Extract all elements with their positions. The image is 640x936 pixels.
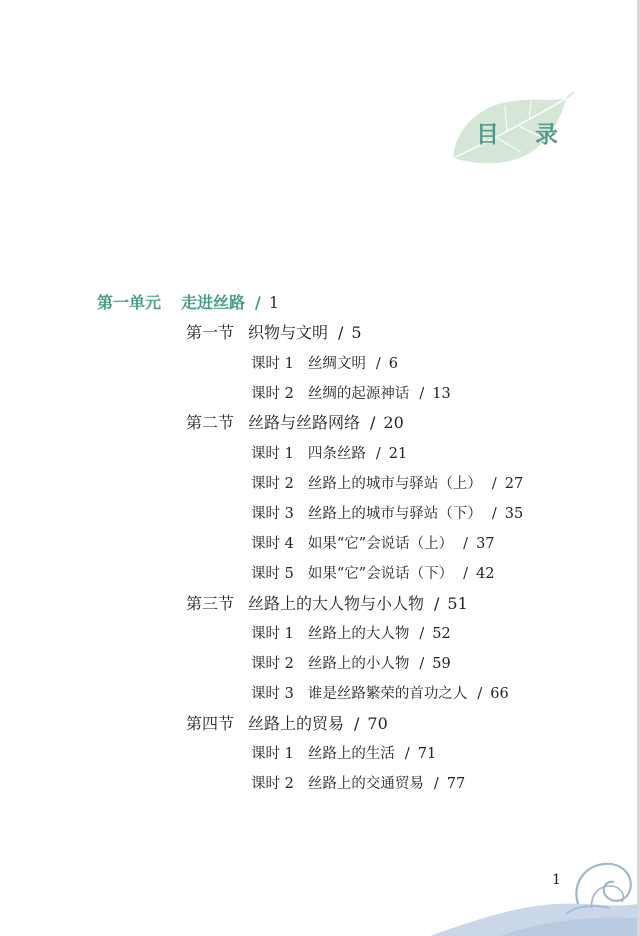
- section-title: 丝路上的贸易: [248, 714, 345, 733]
- separator: /: [375, 356, 381, 372]
- page-ref: 52: [432, 626, 451, 642]
- page-ref: 6: [388, 356, 398, 372]
- separator: /: [434, 594, 440, 613]
- separator: /: [255, 293, 261, 312]
- lesson-title: 丝路上的城市与驿站（下）: [307, 506, 482, 522]
- page-number: 1: [552, 872, 561, 888]
- separator: /: [370, 413, 376, 432]
- page-ref: 35: [504, 506, 524, 522]
- lesson-label: 课时 2: [251, 386, 294, 402]
- lesson-title: 丝绸文明: [307, 356, 366, 372]
- lesson-title: 丝路上的城市与驿站（上）: [307, 476, 482, 492]
- unit-label: 第一单元: [97, 293, 162, 312]
- section-label: 第三节: [186, 594, 235, 613]
- page-ref: 37: [476, 536, 495, 552]
- page-ref: 1: [268, 293, 280, 312]
- page-ref: 66: [490, 686, 509, 702]
- lesson-label: 课时 1: [251, 356, 294, 372]
- lesson-label: 课时 2: [251, 476, 294, 492]
- separator: /: [491, 476, 497, 492]
- page-ref: 59: [432, 656, 451, 672]
- lesson-label: 课时 4: [251, 536, 294, 552]
- lesson-title: 丝路上的交通贸易: [307, 776, 424, 792]
- section-title: 丝路与丝路网络: [248, 413, 361, 432]
- lesson-title: 丝路上的生活: [307, 746, 395, 762]
- lesson-title: 四条丝路: [307, 446, 366, 462]
- lesson-label: 课时 1: [251, 746, 294, 762]
- separator: /: [433, 776, 439, 792]
- page-ref: 51: [447, 594, 468, 613]
- lesson-label: 课时 1: [251, 446, 294, 462]
- separator: /: [404, 746, 410, 762]
- separator: /: [354, 714, 360, 733]
- lesson-label: 课时 1: [251, 626, 294, 642]
- separator: /: [419, 386, 425, 402]
- separator: /: [375, 446, 381, 462]
- page-ref: 13: [432, 386, 451, 402]
- page-ref: 42: [476, 566, 495, 582]
- lesson-title: 丝绸的起源神话: [307, 386, 410, 402]
- lesson-label: 课时 2: [251, 776, 294, 792]
- separator: /: [463, 566, 469, 582]
- unit-title: 走进丝路: [181, 293, 246, 312]
- lesson-title: 丝路上的小人物: [307, 656, 410, 672]
- lesson-label: 课时 5: [251, 566, 294, 582]
- section-title: 织物与文明: [248, 323, 329, 342]
- lesson-title: 如果“它”会说话（下）: [307, 566, 454, 582]
- lesson-title: 如果“它”会说话（上）: [307, 536, 454, 552]
- lesson-title: 丝路上的大人物: [307, 626, 410, 642]
- section-label: 第二节: [186, 413, 235, 432]
- section-label: 第一节: [186, 323, 235, 342]
- page-ref: 5: [351, 323, 362, 342]
- separator: /: [419, 656, 425, 672]
- page-ref: 70: [367, 714, 388, 733]
- section-title: 丝路上的大人物与小人物: [248, 594, 425, 613]
- page-ref: 77: [446, 776, 466, 792]
- separator: /: [338, 323, 344, 342]
- lesson-label: 课时 2: [251, 656, 294, 672]
- separator: /: [463, 536, 469, 552]
- separator: /: [477, 686, 483, 702]
- page-ref: 71: [417, 746, 437, 762]
- page-ref: 27: [504, 476, 524, 492]
- section-label: 第四节: [186, 714, 235, 733]
- page-ref: 21: [388, 446, 408, 462]
- lesson-label: 课时 3: [251, 506, 294, 522]
- lesson-label: 课时 3: [251, 686, 294, 702]
- page-ref: 20: [383, 413, 404, 432]
- separator: /: [491, 506, 497, 522]
- separator: /: [419, 626, 425, 642]
- lesson-title: 谁是丝路繁荣的首功之人: [307, 686, 468, 702]
- page-title: 目 录: [476, 122, 573, 148]
